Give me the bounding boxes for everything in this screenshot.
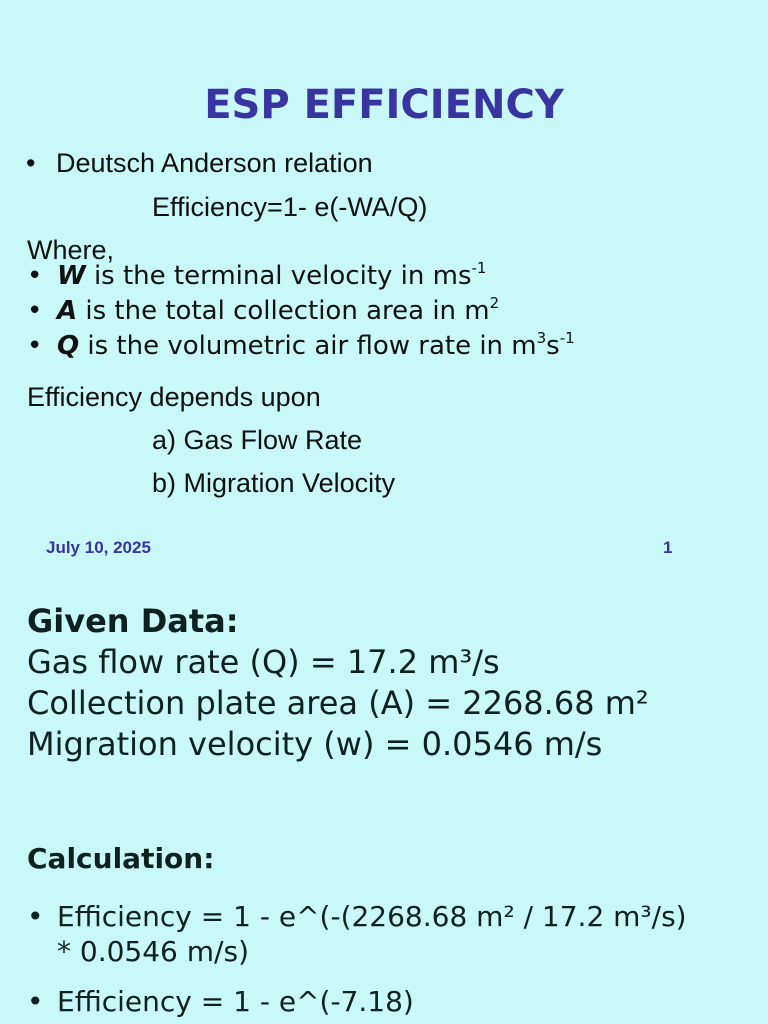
given-data-line: Collection plate area (A) = 2268.68 m² — [27, 684, 649, 722]
symbol-description: is the volumetric air flow rate in m — [79, 331, 537, 361]
factor-item: b) Migration Velocity — [152, 468, 396, 498]
symbol-unit-exponent: 2 — [489, 294, 500, 312]
symbol-unit-exponent: 3 — [536, 329, 547, 347]
given-data-line: Gas flow rate (Q) = 17.2 m³/s — [27, 643, 500, 681]
symbol-unit-exponent-2: -1 — [559, 329, 575, 347]
symbol-unit-text: s — [546, 331, 560, 361]
given-data-line: Migration velocity (w) = 0.0546 m/s — [27, 725, 603, 763]
symbol-item-a — [27, 296, 499, 326]
symbol-name: A — [57, 296, 78, 326]
depends-label: Efficiency depends upon — [27, 382, 321, 412]
calculation-heading: Calculation: — [27, 842, 215, 875]
calculation-step-line: Efficiency = 1 - e^(-7.18) — [57, 985, 414, 1018]
bullet-icon: • — [27, 985, 44, 1018]
symbol-name: Q — [57, 331, 80, 361]
factor-item: a) Gas Flow Rate — [152, 425, 363, 455]
bullet-icon: • — [27, 331, 43, 361]
equation-text: Efficiency=1- e(-WA/Q) — [152, 192, 428, 222]
bullet-icon: • — [26, 148, 36, 178]
symbol-unit-exponent: -1 — [471, 259, 487, 277]
calculation-step-line: Efficiency = 1 - e^(-(2268.68 m² / 17.2 m³/s) — [57, 900, 687, 933]
bullet-icon: • — [27, 261, 43, 291]
bullet-icon: • — [27, 900, 44, 933]
given-data-heading: Given Data: — [27, 602, 239, 640]
where-label: Where, — [27, 235, 115, 265]
calculation-step — [27, 985, 414, 1018]
bullet-equation-item — [26, 148, 373, 179]
symbol-name: W — [57, 261, 86, 291]
symbol-description: is the terminal velocity in ms — [85, 261, 472, 291]
symbol-item-q — [27, 331, 575, 361]
footer-date: July 10, 2025 — [46, 538, 151, 557]
slide-title: ESP EFFICIENCY — [204, 82, 564, 128]
calculation-step — [27, 900, 687, 933]
calculation-step-continuation: * 0.0546 m/s) — [57, 935, 249, 968]
bullet-equation-text: Deutsch Anderson relation — [56, 148, 373, 178]
bullet-icon: • — [27, 296, 43, 326]
symbol-item-w — [27, 261, 486, 291]
footer-page-number: 1 — [663, 538, 673, 557]
symbol-description: is the total collection area in m — [77, 296, 490, 326]
